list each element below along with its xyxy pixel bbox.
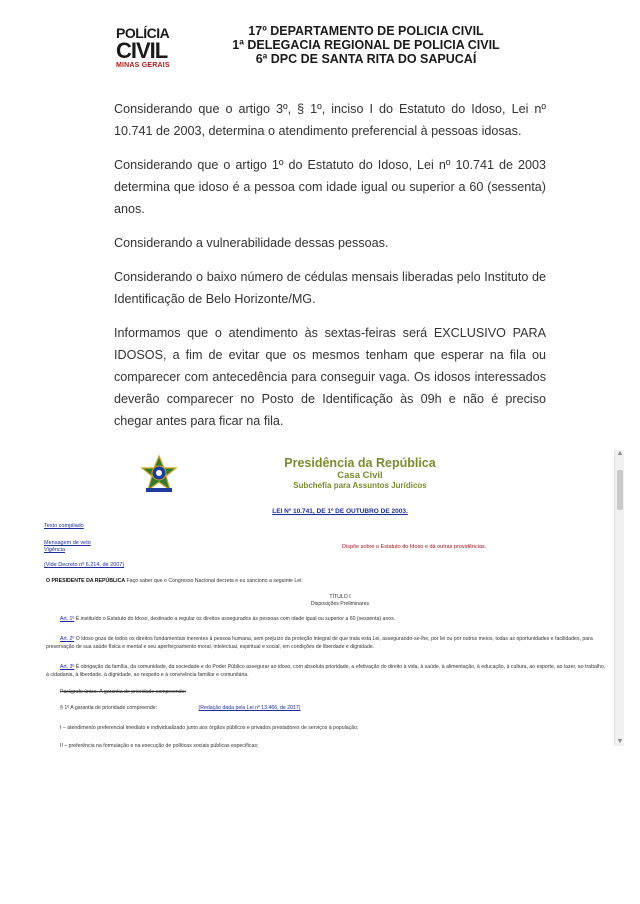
paragraph: Considerando que o artigo 3º, § 1º, inciso I do Estatuto do Idoso, Lei nº 10.741 de 2003, determina o atendimento preferencial à pessoas idosas. xyxy=(114,102,546,138)
brazil-coat-of-arms-icon xyxy=(140,454,178,494)
link-vigencia[interactable]: Vigência xyxy=(44,547,65,553)
article-number[interactable]: Art. 3º xyxy=(60,664,75,670)
article-2 xyxy=(46,635,606,651)
paragraph-1-text: § 1º A garantia de prioridade compreende: xyxy=(60,705,158,711)
disposicoes-heading: Disposições Preliminares xyxy=(310,601,370,607)
article-3 xyxy=(46,663,606,679)
scroll-down-icon[interactable]: ▼ xyxy=(616,738,624,745)
article-1 xyxy=(60,615,605,623)
link-mensagem-veto[interactable]: Mensagem de veto xyxy=(44,540,91,546)
article-number[interactable]: Art. 1º xyxy=(60,616,75,622)
paragraph: Informamos que o atendimento às sextas-feiras será EXCLUSIVO PARA IDOSOS, a fim de evitar que os mesmos tenham que esperar na fila ou comparecer com antecedência para conseguir vaga. Os idosos interessados deverão comparecer no Posto de Identificação às 09h e não é preciso chegar antes para ficar na fila. xyxy=(114,326,546,428)
paragraph: Considerando que o artigo 1º do Estatuto do Idoso, Lei nº 10.741 de 2003 determina que idoso é a pessoa com idade igual ou superior a 60 (sessenta) anos. xyxy=(114,158,546,216)
paragraph: Considerando a vulnerabilidade dessas pessoas. xyxy=(114,236,389,250)
scroll-up-icon[interactable]: ▲ xyxy=(616,450,624,457)
letterhead xyxy=(96,20,556,80)
notice-body xyxy=(114,98,546,444)
paragraph: Considerando o baixo número de cédulas mensais liberadas pelo Instituto de Identificação de Belo Horizonte/MG. xyxy=(114,270,546,306)
link-decreto[interactable]: (Vide Decreto nº 6.214, de 2007) xyxy=(44,562,125,568)
subchefia-title: Subchefia para Assuntos Jurídicos xyxy=(293,481,427,490)
preamble-text: Faço saber que o Congresso Nacional decreta e eu sanciono a seguinte Lei: xyxy=(125,578,303,584)
casa-civil-title: Casa Civil xyxy=(337,470,383,481)
inciso-2: II – preferência na formulação e na execução de políticas sociais públicas específicas; xyxy=(60,743,259,749)
law-title[interactable]: LEI Nº 10.741, DE 1º DE OUTUBRO DE 2003. xyxy=(272,508,408,515)
article-text: É obrigação da família, da comunidade, da sociedade e do Poder Público assegurar ao idoso, com absoluta prioridade, a efetivação do direito à vida, à saúde, à alimentação, à educação, à cultura, ao esporte, ao lazer, ao trabalho, à cidadania, à liberdade, à dignidade, ao respeito e à convivência familiar e comunitária. xyxy=(46,664,606,678)
regional-title: 1ª DELEGACIA REGIONAL DE POLICIA CIVIL xyxy=(232,38,500,52)
paragraph-1 xyxy=(60,704,605,712)
preamble xyxy=(46,577,606,585)
preamble-bold: O PRESIDENTE DA REPÚBLICA xyxy=(46,578,126,584)
paragrafo-unico-revoked: Parágrafo único. A garantia de prioridade compreende: xyxy=(60,689,187,695)
logo-text-minas-gerais: MINAS GERAIS xyxy=(116,62,170,69)
law-ementa: Dispõe sobre o Estatuto do Idoso e dá outras providências. xyxy=(342,544,487,550)
logo-text-policia: POLÍCIA xyxy=(116,25,170,41)
law-screenshot xyxy=(40,436,624,756)
article-number[interactable]: Art. 2º xyxy=(60,636,75,642)
inciso-1: I – atendimento preferencial imediato e individualizado junto aos órgãos públicos e privados prestadores de serviços à população; xyxy=(60,725,359,731)
redacao-link[interactable]: (Redação dada pela Lei nº 13.466, de 2017) xyxy=(198,705,301,711)
letterhead-titles xyxy=(206,24,526,66)
titulo-heading: TÍTULO I xyxy=(329,594,351,600)
logo-text-civil: CIVIL xyxy=(116,38,168,63)
department-title: 17º DEPARTAMENTO DE POLICIA CIVIL xyxy=(248,24,484,38)
scrollbar[interactable] xyxy=(614,450,624,746)
scroll-thumb[interactable] xyxy=(617,470,623,510)
policia-civil-logo xyxy=(116,26,176,70)
presidencia-header xyxy=(220,456,500,491)
link-texto-compilado[interactable]: Texto compilado xyxy=(44,523,84,529)
presidencia-title: Presidência da República xyxy=(284,456,436,470)
dpc-title: 6ª DPC DE SANTA RITA DO SAPUCAÍ xyxy=(255,52,477,66)
article-text: É instituído o Estatuto do Idoso, destinado a regular os direitos assegurados às pessoas com idade igual ou superior a 60 (sessenta) anos. xyxy=(74,616,396,622)
article-text: O idoso goza de todos os direitos fundamentais inerentes à pessoa humana, sem prejuízo da proteção integral de que trata esta Lei, assegurando-se-lhe, por lei ou por outros meios, todas as oportunidades e facilidades, para preservação de sua saúde física e mental e seu aperfeiçoamento moral, intelectual, espiritual e social, em condições de liberdade e dignidade. xyxy=(46,636,593,650)
